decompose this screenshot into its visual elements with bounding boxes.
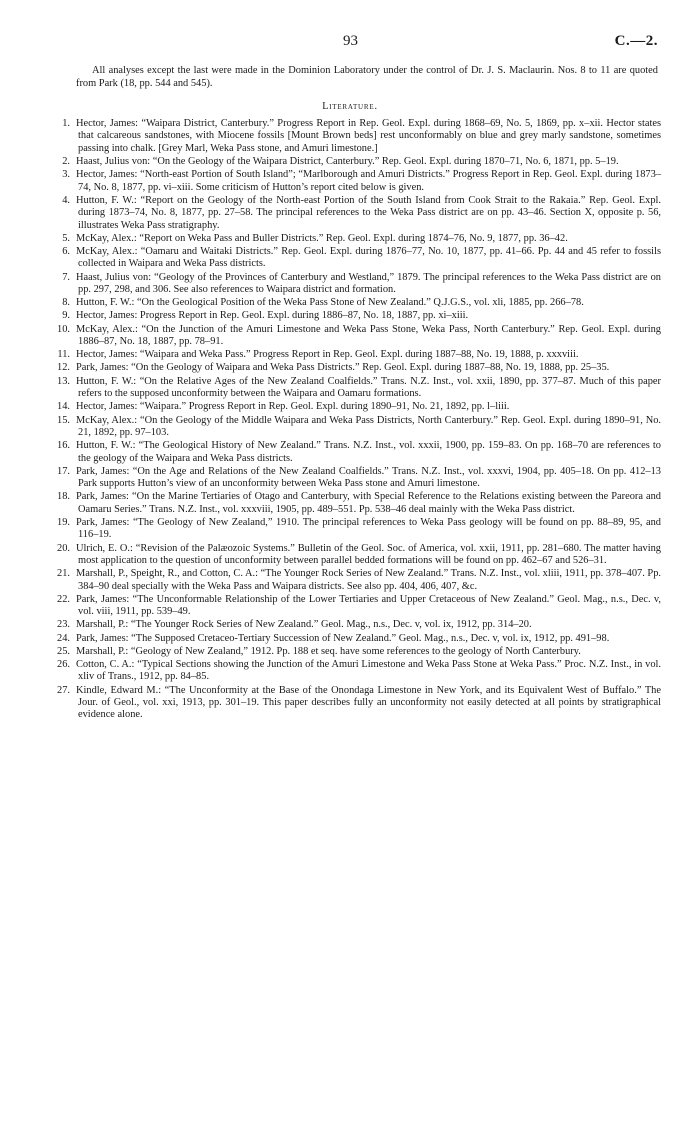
reference-item	[0, 594, 700, 619]
reference-text: Hector, James: “Waipara District, Canterbury.” Progress Report in Rep. Geol. Expl. during 1868–69, No. 5, 1869, pp. x–xii. Hector states that calcareous sandstones, with Miocene fossils [Mount Brown beds] rest unconformably on blue and grey marly sandstone, sometimes passing into chalk. [Grey Marl, Weka Pass stone, and Amuri limestone.]	[76, 118, 661, 154]
reference-text: Hector, James: Progress Report in Rep. Geol. Expl. during 1886–87, No. 18, 1887, pp. xi–xiii.	[76, 310, 469, 322]
reference-text: Hutton, F. W.: “On the Geological Position of the Weka Pass Stone of New Zealand.” Q.J.G.S., vol. xli, 1885, pp. 266–78.	[76, 297, 584, 309]
reference-text: Park, James: “On the Marine Tertiaries of Otago and Canterbury, with Special Reference to the Relations existing between the Pareora and Oamaru Series.” Trans. N.Z. Inst., vol. xxxviii, 1905, pp. 489–551. Pp. 538–46 deal mainly with the Weka Pass district.	[76, 491, 661, 515]
section-code: C.—2.	[614, 33, 658, 49]
reference-text: McKay, Alex.: “On the Geology of the Middle Waipara and Weka Pass Districts, North Canterbury.” Rep. Geol. Expl. during 1890–91, No. 21, 1892, pp. 97–103.	[76, 414, 661, 438]
reference-item	[0, 543, 700, 568]
reference-number: 7.	[62, 271, 70, 283]
reference-number: 24.	[57, 632, 70, 644]
reference-item	[0, 466, 700, 491]
reference-number: 21.	[57, 568, 70, 580]
reference-text: Hutton, F. W.: “On the Relative Ages of the New Zealand Coalfields.” Trans. N.Z. Inst., vol. xxii, 1890, pp. 377–87. Much of this paper refers to the supposed unconformity between the Waipara and Oamaru formations.	[76, 375, 661, 400]
reference-number: 14.	[57, 401, 70, 413]
reference-text: Park, James: “The Unconformable Relationship of the Lower Tertiaries and Upper Cretaceous of New Zealand.” Geol. Mag., n.s., Dec. v, vol. viii, 1911, pp. 539–49.	[76, 593, 661, 618]
reference-item	[0, 401, 700, 413]
reference-number: 5.	[62, 232, 70, 244]
reference-item	[0, 324, 700, 349]
reference-item	[0, 156, 700, 168]
reference-item	[0, 376, 700, 401]
reference-text: Park, James: “On the Age and Relations of the New Zealand Coalfields.” Trans. N.Z. Inst., vol. xxxvi, 1904, pp. 405–18. On pp. 412–13 Park supports Hutton’s view of an unconformity between Weka Pass stone and Amuri limestone.	[76, 465, 661, 490]
reference-item	[0, 349, 700, 361]
reference-text: Cotton, C. A.: “Typical Sections showing the Junction of the Amuri Limestone and Weka Pass Stone at Weka Pass.” Proc. N.Z. Inst., in vol. xliv of Trans., 1912, pp. 84–85.	[76, 658, 661, 683]
reference-text: Hector, James: “Waipara and Weka Pass.” Progress Report in Rep. Geol. Expl. during 1887–88, No. 19, 1888, p. xxxviii.	[76, 349, 579, 361]
reference-text: McKay, Alex.: “On the Junction of the Amuri Limestone and Weka Pass Stone, Weka Pass, North Canterbury.” Rep. Geol. Expl. during 1886–87, No. 18, 1887, pp. 78–91.	[76, 323, 661, 348]
reference-item	[0, 646, 700, 658]
reference-number: 11.	[57, 349, 70, 361]
reference-item	[0, 169, 700, 194]
reference-number: 9.	[62, 310, 70, 322]
reference-item	[0, 619, 700, 631]
reference-text: Hutton, F. W.: “Report on the Geology of the North-east Portion of the South Island from Cook Strait to the Rakaia.” Rep. Geol. Expl. during 1873–74, No. 8, 1877, pp. 27–58. The principal references to the Weka Pass district are on pp. 43–46. Section X, opposite p. 56, illustrates Weka Pass stratigraphy.	[76, 194, 661, 231]
reference-text: Haast, Julius von: “On the Geology of the Waipara District, Canterbury.” Rep. Geol. Expl. during 1870–71, No. 6, 1871, pp. 5–19.	[76, 156, 619, 168]
reference-item	[0, 491, 700, 516]
reference-text: Haast, Julius von: “Geology of the Provinces of Canterbury and Westland,” 1879. The principal references to the Weka Pass district are on pp. 297, 298, and 306. See also references to Waipara district and formation.	[76, 271, 661, 296]
reference-number: 2.	[62, 156, 70, 168]
reference-item	[0, 297, 700, 309]
reference-item	[0, 440, 700, 465]
literature-heading: Literature.	[322, 101, 378, 112]
reference-text: Marshall, P., Speight, R., and Cotton, C. A.: “The Younger Rock Series of New Zealand.” Trans. N.Z. Inst., vol. xliii, 1911, pp. 378–407. Pp. 384–90 deal specially with the Weka Pass and Waipara districts. See also pp. 404, 406, 407, &c.	[76, 568, 661, 592]
reference-number: 6.	[62, 246, 70, 258]
page-number: 93	[343, 33, 358, 49]
reference-number: 1.	[62, 118, 70, 129]
reference-item	[0, 633, 700, 645]
reference-item	[0, 272, 700, 297]
reference-number: 20.	[57, 542, 70, 554]
reference-text: Park, James: “The Supposed Cretaceo-Tertiary Succession of New Zealand.” Geol. Mag., n.s., Dec. v, vol. ix, 1912, pp. 491–98.	[76, 632, 610, 644]
reference-item	[0, 415, 700, 440]
reference-text: Park, James: “On the Geology of Waipara and Weka Pass Districts.” Rep. Geol. Expl. during 1887–88, No. 19, 1888, pp. 25–35.	[76, 362, 610, 374]
reference-item	[0, 195, 700, 232]
reference-item	[0, 568, 700, 593]
reference-number: 16.	[57, 440, 70, 452]
reference-number: 17.	[57, 465, 70, 477]
reference-text: Ulrich, E. O.: “Revision of the Palæozoic Systems.” Bulletin of the Geol. Soc. of America, vol. xxii, 1911, pp. 281–680. The matter having most application to the question of unconformity between parallel bedded formations will be found on pp. 462–67 and 526–31.	[76, 542, 661, 566]
reference-text: Hutton, F. W.: “The Geological History of New Zealand.” Trans. N.Z. Inst., vol. xxxii, 1900, pp. 159–83. On pp. 168–70 are references to the geology of the Waipara and Weka Pass districts.	[76, 440, 661, 464]
reference-text: Kindle, Edward M.: “The Unconformity at the Base of the Onondaga Limestone in New York, and its Equivalent West of Buffalo.” The Jour. of Geol., vol. xxi, 1913, pp. 301–19. This paper describes fully an unconformity not easily detected at all points by stratigraphical evidence alone.	[76, 684, 661, 721]
reference-item	[0, 659, 700, 684]
reference-text: Park, James: “The Geology of New Zealand,” 1910. The principal references to Weka Pass geology will be found on pp. 88–89, 95, and 116–19.	[76, 516, 661, 541]
reference-item	[0, 685, 700, 722]
reference-number: 13.	[57, 375, 70, 387]
reference-text: Marshall, P.: “The Younger Rock Series of New Zealand.” Geol. Mag., n.s., Dec. v, vol. ix, 1912, pp. 314–20.	[76, 619, 532, 631]
reference-item	[0, 118, 700, 155]
reference-number: 15.	[57, 414, 70, 426]
reference-number: 22.	[57, 593, 70, 605]
reference-item	[0, 310, 700, 322]
reference-number: 8.	[62, 297, 70, 309]
reference-text: Marshall, P.: “Geology of New Zealand,” 1912. Pp. 188 et seq. have some references to the geology of North Canterbury.	[76, 645, 581, 657]
reference-number: 25.	[57, 645, 70, 657]
reference-text: Hector, James: “Waipara.” Progress Report in Rep. Geol. Expl. during 1890–91, No. 21, 1892, pp. l–liii.	[76, 401, 510, 413]
reference-item	[0, 246, 700, 271]
reference-number: 3.	[62, 169, 70, 181]
reference-number: 12.	[57, 362, 70, 374]
reference-number: 4.	[62, 194, 70, 206]
intro-paragraph: All analyses except the last were made in the Dominion Laboratory under the control of Dr. J. S. Maclaurin. Nos. 8 to 11 are quoted from Park (18, pp. 544 and 545).	[76, 65, 658, 90]
reference-number: 23.	[57, 619, 70, 631]
reference-item	[0, 233, 700, 245]
reference-item	[0, 362, 700, 374]
reference-number: 19.	[57, 516, 70, 528]
reference-list	[0, 118, 700, 723]
reference-text: McKay, Alex.: “Report on Weka Pass and Buller Districts.” Rep. Geol. Expl. during 1874–76, No. 9, 1877, pp. 36–42.	[76, 232, 568, 244]
reference-number: 26.	[57, 658, 70, 670]
reference-number: 10.	[57, 323, 70, 335]
reference-number: 18.	[57, 491, 70, 503]
reference-text: Hector, James: “North-east Portion of South Island”; “Marlborough and Amuri Districts.” Progress Report in Rep. Geol. Expl. during 1873–74, No. 8, 1877, pp. vi–xiii. Some criticism of Hutton’s report cited below is given.	[76, 169, 661, 193]
reference-item	[0, 517, 700, 542]
reference-text: McKay, Alex.: “Oamaru and Waitaki Districts.” Rep. Geol. Expl. during 1876–77, No. 10, 1877, pp. 41–66. Pp. 44 and 45 refer to fossils collected in Waipara and Weka Pass districts.	[76, 246, 661, 270]
reference-number: 27.	[57, 684, 70, 696]
